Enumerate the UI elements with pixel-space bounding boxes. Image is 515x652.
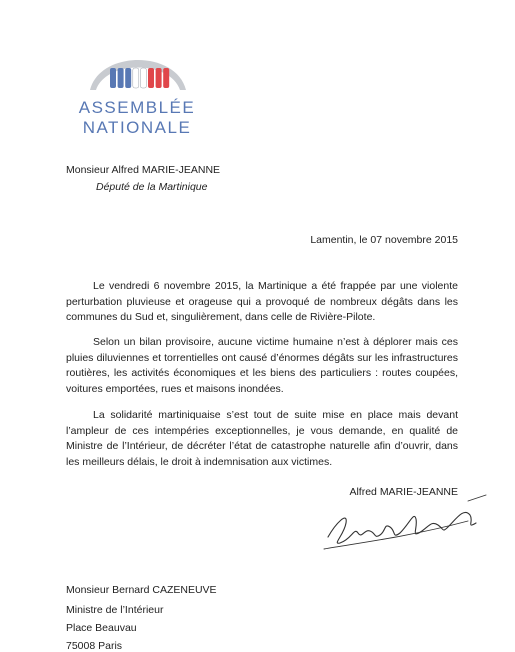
paragraph-1-text: Le vendredi 6 novembre 2015, la Martinique a été frappée par une violente perturbation pluvieuse et orageuse qui a provoqué de nombreux dégâts dans les communes du Sud et, singulièrement, dans celle de Rivière-Pilote. [66, 280, 458, 323]
date-line: Lamentin, le 07 novembre 2015 [310, 234, 458, 246]
recipient-city: 75008 Paris [66, 640, 123, 652]
emblem-column [148, 68, 154, 88]
hemicycle-emblem-icon [86, 46, 190, 94]
emblem-column [110, 68, 116, 88]
paragraph-3 [66, 408, 458, 470]
recipient-name: Monsieur Bernard CAZENEUVE [66, 584, 217, 596]
emblem-column [140, 68, 146, 88]
paragraph-3-text: La solidarité martiniquaise s’est tout de suite mise en place mais devant l’ampleur de ces intempéries exceptionnelles, je vous demande, en qualité de Ministre de l’Intérieur, de décréter l’état de catastrophe naturelle afin d’ouvrir, dans les meilleurs délais, le droit à indemnisation aux victimes. [66, 409, 458, 468]
handwritten-signature [318, 493, 494, 553]
paragraph-2 [66, 335, 458, 397]
recipient-title: Ministre de l’Intérieur [66, 604, 164, 616]
paragraph-2-text: Selon un bilan provisoire, aucune victime humaine n’est à déplorer mais ces pluies diluviennes et torrentielles ont causé d’énormes dégâts sur les infrastructures routières, les activités économiques et les biens des particuliers : routes coupées, voitures emportées, rues et maisons inondées. [66, 336, 458, 395]
sender-name: Monsieur Alfred MARIE-JEANNE [66, 164, 221, 176]
signatory-name: Alfred MARIE-JEANNE [349, 486, 458, 498]
emblem-column [125, 68, 131, 88]
sender-title: Député de la Martinique [96, 181, 208, 193]
paragraph-1 [66, 279, 458, 326]
emblem-column [133, 68, 139, 88]
logo-line-2: NATIONALE [82, 118, 192, 137]
emblem-column [156, 68, 162, 88]
emblem-column [118, 68, 124, 88]
logo-line-1: ASSEMBLÉE [78, 98, 196, 117]
assemblee-nationale-logo [72, 46, 202, 138]
emblem-column [163, 68, 169, 88]
recipient-street: Place Beauvau [66, 622, 137, 634]
